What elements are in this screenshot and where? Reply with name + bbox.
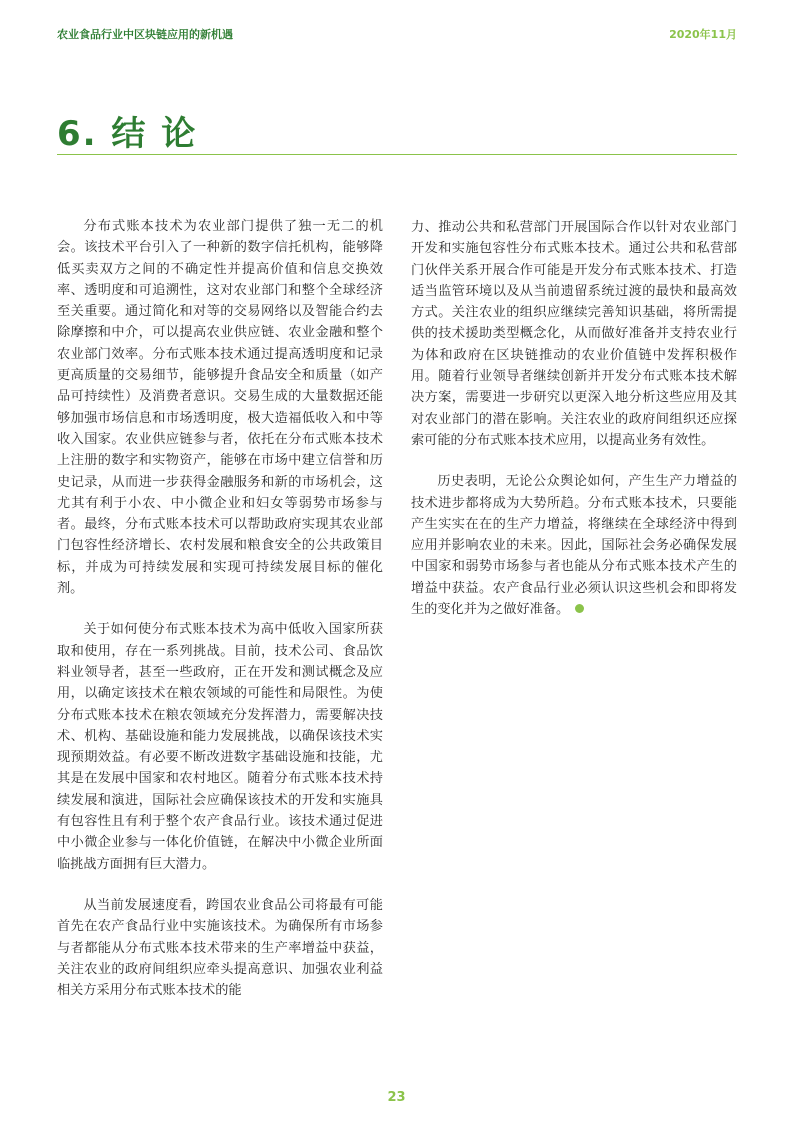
header-title: 农业食品行业中区块链应用的新机遇	[57, 28, 233, 41]
paragraph: 力、推动公共和私营部门开展国际合作以针对农业部门开发和实施包容性分布式账本技术。通过公共和私营部门伙伴关系开展合作可能是开发分布式账本技术、打造适当监管环境以及从当前遗留系统过渡的最快和最高效方式。关注农业的组织应继续完善知识基础，将所需提供的技术援助类型概念化，从而做好准备并支持农业行为体和政府在区块链推动的农业价值链中发挥积极作用。随着行业领导者继续创新并开发分布式账本技术解决方案，需要进一步研究以更深入地分析这些应用及其对农业部门的潜在影响。关注农业的政府间组织还应探索可能的分布式账本技术应用，以提高业务有效性。	[411, 220, 737, 448]
section-heading: 6. 结 论	[57, 114, 198, 154]
paragraph: 分布式账本技术为农业部门提供了独一无二的机会。该技术平台引入了一种新的数字信托机构，能够降低买卖双方之间的不确定性并提高价值和信息交换效率、透明度和可追溯性，这对农业部门和整个全球经济至关重要。通过简化和对等的交易网络以及智能合约去除摩擦和中介，可以提高农业供应链、农业金融和整个农业部门效率。分布式账本技术通过提高透明度和记录更高质量的交易细节，能够提升食品安全和质量（如产品可持续性）及消费者意识。交易生成的大量数据还能够加强市场信息和市场透明度，极大造福低收入和中等收入国家。农业供应链参与者，依托在分布式账本技术上注册的数字和实物资产，能够在市场中建立信誉和历史记录，从而进一步获得金融服务和新的市场机会，这尤其有利于小农、中小微企业和妇女等弱势市场参与者。最终，分布式账本技术可以帮助政府实现其农业部门包容性经济增长、农村发展和粮食安全的公共政策目标，并成为可持续发展和实现可持续发展目标的催化剂。	[57, 219, 383, 597]
right-column	[411, 217, 737, 640]
heading-divider	[57, 154, 737, 155]
paragraph: 从当前发展速度看，跨国农业食品公司将最有可能首先在农产食品行业中实施该技术。为确保所有市场参与者都能从分布式账本技术带来的生产率增益中获益，关注农业的政府间组织应牵头提高意识、加强农业利益相关方采用分布式账本技术的能	[57, 897, 383, 999]
paragraph: 关于如何使分布式账本技术为高中低收入国家所获取和使用，存在一系列挑战。目前，技术公司、食品饮料业领导者，甚至一些政府，正在开发和测试概念及应用，以确定该技术在粮农领域的可能性和局限性。为使分布式账本技术在粮农领域充分发挥潜力，需要解决技术、机构、基础设施和能力发展挑战，以确保该技术实现预期效益。有必要不断改进数字基础设施和技能，尤其是在发展中国家和农村地区。随着分布式账本技术持续发展和演进，国际社会应确保该技术的开发和实施具有包容性且有利于整个农产食品行业。该技术通过促进中小微企业参与一体化价值链，在解决中小微企业所面临挑战方面拥有巨大潜力。	[57, 622, 383, 872]
header-date: 2020年11月	[669, 28, 737, 41]
page-number: 23	[387, 1090, 406, 1105]
paragraph-final	[411, 471, 737, 620]
left-column	[57, 216, 383, 1021]
paragraph-final-text: 历史表明，无论公众舆论如何，产生生产力增益的技术进步都将成为大势所趋。分布式账本技术，只要能产生实实在在的生产力增益，将继续在全球经济中得到应用并影响农业的未来。因此，国际社会务必确保发展中国家和弱势市场参与者也能从分布式账本技术产生的增益中获益。农产食品行业必须认识这些机会和即将发生的变化并为之做好准备。	[411, 474, 737, 618]
end-marker-dot-icon	[575, 604, 584, 613]
